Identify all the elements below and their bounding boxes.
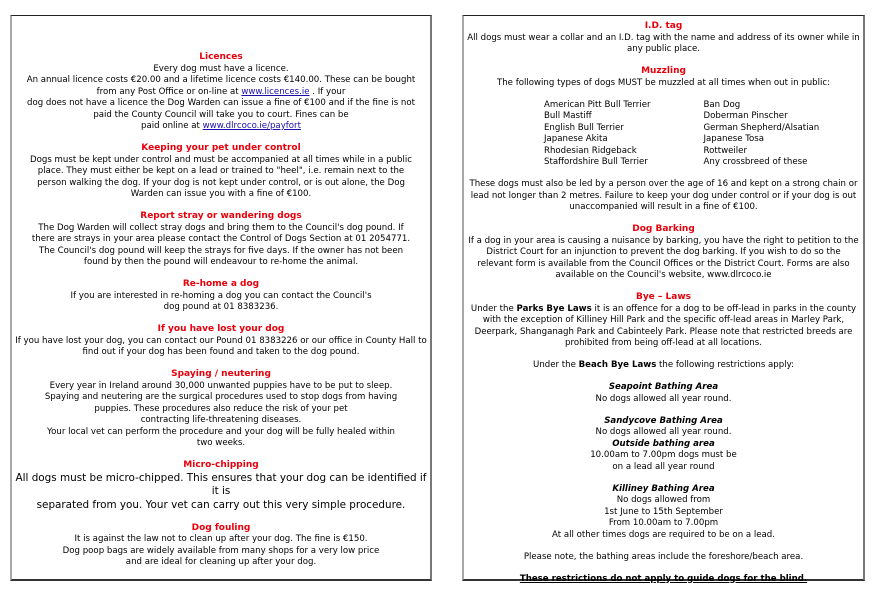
text-line: separated from you. Your vet can carry out this very simple procedure. — [36, 498, 406, 511]
left-content — [12, 52, 430, 569]
text-line: No dogs allowed all year round. — [595, 393, 732, 404]
fouling-section — [12, 523, 430, 569]
breed-column-left — [544, 100, 704, 169]
text-line: It is against the law not to clean up after your dog. The fine is €150. — [74, 534, 368, 544]
text-fragment: . If your — [309, 86, 346, 97]
rehome-heading: Re-home a dog — [182, 279, 260, 289]
outside-bathing-title: Outside bathing area — [612, 438, 715, 449]
lost-dog-section — [12, 324, 430, 359]
text-fragment: it is an offence for a dog to be off-lead in parks in the county — [591, 303, 857, 314]
text-line: Your local vet can perform the procedure and your dog will be fully healed within — [47, 426, 395, 437]
text-fragment: Under the — [470, 303, 517, 314]
text-line: No dogs allowed all year round. — [595, 427, 732, 437]
text-line: At all other times dogs are required to be on a lead. — [552, 529, 775, 540]
text-line: Every dog must have a licence. — [153, 63, 289, 74]
lost-dog-heading: If you have lost your dog — [157, 324, 285, 334]
rehome-section — [12, 279, 430, 314]
breed-item: Staffordshire Bull Terrier — [544, 157, 648, 167]
breed-item: Japanese Akita — [544, 134, 608, 144]
id-tag-heading: I.D. tag — [644, 21, 683, 31]
text-line: An annual licence costs €20.00 and a lifetime licence costs €140.00. These can be bought — [26, 75, 416, 85]
stray-heading: Report stray or wandering dogs — [140, 211, 302, 221]
payfort-link[interactable]: www.dlrcoco.ie/payfort — [202, 121, 301, 131]
text-line: These dogs must also be led by a person over the age of 16 and kept on a strong chain or — [469, 179, 858, 189]
text-line: unaccompanied will result in a fine of €100. — [569, 202, 758, 212]
text-line: any public place. — [627, 44, 700, 54]
breed-item: Rottweiler — [703, 145, 747, 156]
text-line: person walking the dog. If your dog is not kept under control, or is out alone, the Dog — [37, 177, 405, 188]
text-line: dog does not have a licence the Dog Warden can issue a fine of €100 and if the fine is not — [26, 98, 416, 108]
text-line: Every year in Ireland around 30,000 unwanted puppies have to be put to sleep. — [49, 380, 393, 391]
breed-item: American Pitt Bull Terrier — [544, 99, 651, 110]
text-line: prohibited from being off-lead at all locations. — [565, 338, 762, 348]
breed-column-right — [704, 100, 864, 169]
text-line: found by then the pound will endeavour to re-home the animal. — [83, 257, 359, 267]
text-line: All dogs must wear a collar and an I.D. tag with the name and address of its owner while in — [467, 32, 860, 43]
breed-item: Doberman Pinscher — [703, 111, 788, 121]
text-line — [464, 304, 863, 316]
text-line: place. They must either be kept on a lead or trained to "heel", i.e. remain next to the — [37, 166, 405, 176]
text-line: and are ideal for cleaning up after your dog. — [125, 557, 317, 567]
killiney-title: Killiney Bathing Area — [612, 483, 715, 494]
guide-dogs-note: These restrictions do not apply to guide dogs for the blind. — [519, 573, 808, 584]
text-line: If a dog in your area is causing a nuisance by barking, you have the right to petition to the — [468, 235, 859, 246]
breed-item: English Bull Terrier — [544, 122, 624, 133]
spaying-heading: Spaying / neutering — [171, 369, 271, 379]
text-line — [12, 87, 430, 99]
muzzling-section — [464, 66, 863, 214]
breed-item: Ban Dog — [703, 99, 741, 110]
text-fragment: Under the — [533, 360, 579, 370]
muzzling-heading: Muzzling — [641, 66, 686, 76]
text-line: Warden can issue you with a fine of €100. — [130, 189, 312, 199]
breed-item: German Shepherd/Alsatian — [703, 122, 820, 133]
text-line: relevant form is available from the Council Offices or the District Court. Forms are also — [477, 258, 850, 269]
text-line: The Dog Warden will collect stray dogs and bring them to the Council's dog pound. If — [38, 222, 404, 233]
licences-section — [12, 52, 430, 133]
left-page — [10, 15, 432, 581]
microchip-heading: Micro-chipping — [183, 460, 259, 470]
text-line: dog pound at 01 8383236. — [163, 302, 279, 312]
text-fragment: from any Post Office or on-line at — [96, 86, 242, 97]
breed-item: Any crossbreed of these — [703, 157, 808, 167]
sandycove-section — [464, 416, 863, 474]
microchip-section — [12, 460, 430, 512]
killiney-section — [464, 484, 863, 542]
text-line: paid the County Council will take you to court. Fines can be — [93, 109, 349, 120]
text-line: From 10.00am to 7.00pm — [608, 518, 719, 528]
text-line: District Court for an injunction to prevent the dog barking. If you wish to do so the — [486, 247, 841, 257]
text-line: lead not longer than 2 metres. Failure to keep your dog under control or if your dog is out — [470, 190, 857, 201]
fouling-heading: Dog fouling — [191, 522, 251, 533]
id-tag-section — [464, 21, 863, 56]
text-line: there are strays in your area please contact the Control of Dogs Section at 01 2054771. — [31, 234, 411, 244]
licences-link[interactable]: www.licences.ie — [241, 86, 310, 97]
sandycove-title: Sandycove Bathing Area — [604, 415, 723, 426]
muzzling-intro: The following types of dogs MUST be muzzled at all times when out in public: — [496, 77, 831, 88]
text-line: No dogs allowed from — [616, 495, 711, 505]
breed-item: Japanese Tosa — [703, 134, 765, 144]
text-line: 10.00am to 7.00pm dogs must be — [590, 450, 737, 460]
parks-bye-laws-label: Parks Bye Laws — [516, 303, 592, 314]
text-line: Deerpark, Shanganagh Park and Cabinteely Park. Please note that restricted breeds are — [474, 326, 853, 337]
breed-item: Rhodesian Ridgeback — [544, 145, 637, 156]
text-line: find out if your dog has been found and taken to the dog pound. — [82, 347, 360, 357]
bathing-note: Please note, the bathing areas include the foreshore/beach area. — [523, 551, 804, 562]
text-line: two weeks. — [196, 438, 246, 448]
control-heading: Keeping your pet under control — [141, 143, 301, 153]
text-line: on a lead all year round — [612, 461, 715, 472]
text-line: Dogs must be kept under control and must be accompanied at all times while in a public — [30, 154, 412, 165]
text-fragment: paid online at — [141, 121, 203, 131]
text-line: contracting life-threatening diseases. — [140, 415, 302, 425]
text-line: Dog poop bags are widely available from many shops for a very low price — [62, 545, 380, 556]
text-line: with the exception of Killiney Hill Park and the specific off-lead areas in Marley Park, — [482, 315, 845, 325]
text-line: Spaying and neutering are the surgical procedures used to stop dogs from having — [44, 392, 398, 402]
barking-heading: Dog Barking — [632, 224, 695, 234]
beach-bye-laws-label: Beach Bye Laws — [578, 360, 657, 370]
text-line: The Council's dog pound will keep the strays for five days. If the owner has not been — [38, 245, 404, 256]
bye-laws-section — [464, 292, 863, 372]
text-line — [12, 121, 430, 133]
bye-laws-heading: Bye – Laws — [635, 292, 692, 302]
licences-heading: Licences — [199, 52, 243, 62]
text-line: If you are interested in re-homing a dog you can contact the Council's — [70, 290, 372, 301]
text-line: 1st June to 15th September — [604, 506, 723, 517]
text-line — [464, 360, 863, 372]
text-line: puppies. These procedures also reduce the risk of your pet — [94, 403, 348, 414]
text-fragment: the following restrictions apply: — [656, 360, 794, 370]
text-line: All dogs must be micro-chipped. This ensures that your dog can be identified if it is — [15, 471, 427, 497]
barking-section — [464, 224, 863, 282]
breed-list — [544, 100, 863, 169]
right-page — [462, 15, 865, 584]
spaying-section — [12, 369, 430, 450]
text-line: available on the Council's website, www.dlrcoco.ie — [555, 270, 772, 280]
right-content — [464, 21, 863, 585]
breed-item: Bull Mastiff — [544, 111, 592, 121]
text-line: If you have lost your dog, you can contact our Pound 01 8383226 or our office in County Hall to — [15, 335, 427, 346]
control-section — [12, 143, 430, 201]
seapoint-title: Seapoint Bathing Area — [608, 382, 719, 392]
seapoint-section — [464, 382, 863, 405]
stray-section — [12, 211, 430, 269]
